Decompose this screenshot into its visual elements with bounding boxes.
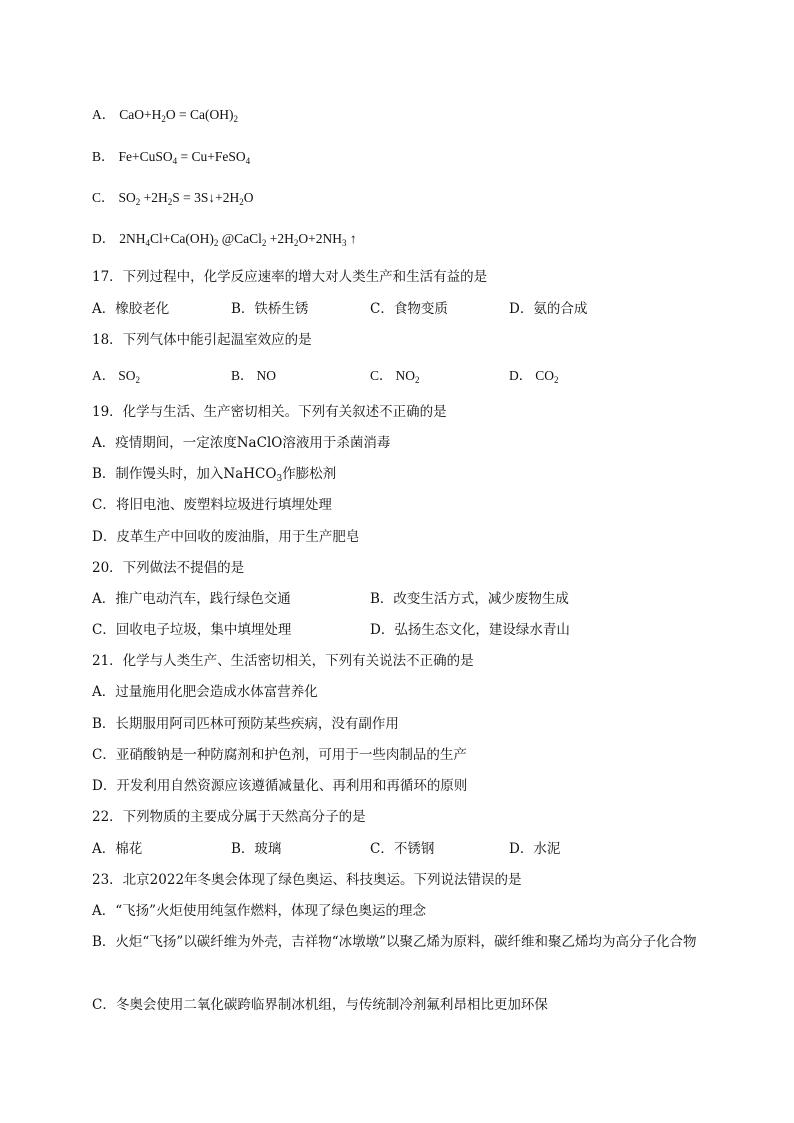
q19-option-b: B．制作馒头时，加入NaHCO$_3$作膨松剂: [92, 466, 337, 484]
q20-option-c: C．回收电子垃圾，集中填埋处理: [92, 622, 292, 638]
q22-option-a: A．棉花: [92, 841, 143, 857]
q18-option-a: A． $SO_2$: [92, 368, 141, 385]
q21-option-a: A．过量施用化肥会造成水体富营养化: [92, 684, 318, 700]
q19-stem: 19．化学与生活、生产密切相关。下列有关叙述不正确的是: [92, 404, 447, 420]
q16-option-b: B． Fe+CuSO$_4$ = Cu+FeSO$_4$: [92, 149, 251, 166]
q23-option-a: A．“飞扬”火炬使用纯氢作燃料，体现了绿色奥运的理念: [92, 903, 427, 919]
q21-option-b: B．长期服用阿司匹林可预防某些疾病，没有副作用: [92, 716, 399, 732]
q16-option-d: D． $2NH_4Cl+Ca(OH)_2$ @CaCl$_2$ $+2H_2O+2NH_3$ ↑: [92, 231, 357, 248]
q22-stem: 22．下列物质的主要成分属于天然高分子的是: [92, 809, 366, 825]
q20-stem: 20．下列做法不提倡的是: [92, 560, 245, 576]
q17-stem: 17．下列过程中，化学反应速率的增大对人类生产和生活有益的是: [92, 269, 488, 285]
q17-option-b: B．铁桥生锈: [231, 301, 309, 317]
q22-option-d: D．水泥: [509, 841, 561, 857]
q23-option-b: B．火炬“飞扬”以碳纤维为外壳，吉祥物“冰墩墩”以聚乙烯为原料，碳纤维和聚乙烯均为高分子化合物: [92, 934, 697, 950]
q18-option-c: C． $NO_2$: [370, 368, 420, 385]
q17-option-a: A．橡胶老化: [92, 301, 170, 317]
q21-stem: 21．化学与人类生产、生活密切相关，下列有关说法不正确的是: [92, 653, 474, 669]
q16-option-c: C． $SO_2 +2H_2S$ = $3S↓+2H_2O$: [92, 190, 254, 207]
q18-stem: 18．下列气体中能引起温室效应的是: [92, 332, 312, 348]
q21-option-c: C．亚硝酸钠是一种防腐剂和护色剂，可用于一些肉制品的生产: [92, 747, 467, 763]
q20-option-d: D．弘扬生态文化，建设绿水青山: [370, 622, 570, 638]
q17-option-c: C．食物变质: [370, 301, 448, 317]
q20-option-a: A．推广电动汽车，践行绿色交通: [92, 591, 291, 607]
q16-option-a: A． $CaO+H_2O = Ca(OH)_2$: [92, 107, 238, 124]
q18-option-d: D． $CO_2$: [509, 368, 559, 385]
q17-option-d: D．氨的合成: [509, 301, 588, 317]
q20-option-b: B．改变生活方式，减少废物生成: [370, 591, 569, 607]
q18-option-b: B． NO: [231, 368, 277, 383]
q19-option-c: C．将旧电池、废塑料垃圾进行填埋处理: [92, 497, 332, 513]
q23-option-c: C．冬奥会使用二氧化碳跨临界制冰机组，与传统制冷剂氟利昂相比更加环保: [92, 997, 548, 1013]
q23-stem: 23．北京2022年冬奥会体现了绿色奥运、科技奥运。下列说法错误的是: [92, 872, 522, 888]
q22-option-c: C．不锈钢: [370, 841, 435, 857]
q19-option-a: A．疫情期间，一定浓度NaClO溶液用于杀菌消毒: [92, 435, 391, 451]
q19-option-d: D．皮革生产中回收的废油脂，用于生产肥皂: [92, 529, 360, 545]
q22-option-b: B．玻璃: [231, 841, 282, 857]
q21-option-d: D．开发利用自然资源应该遵循减量化、再利用和再循环的原则: [92, 778, 468, 794]
